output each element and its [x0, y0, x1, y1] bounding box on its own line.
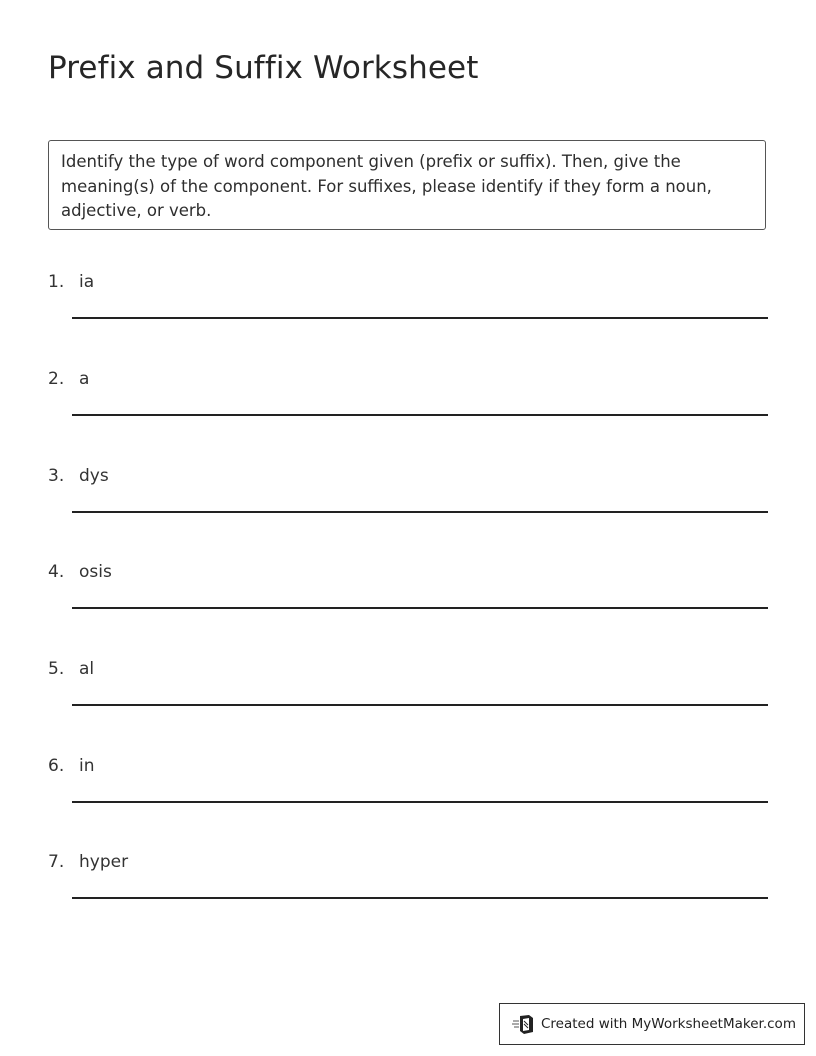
question-item — [48, 755, 768, 815]
question-item — [48, 271, 768, 331]
answer-line[interactable] — [72, 511, 768, 513]
footer-text: Created with MyWorksheetMaker.com — [541, 1016, 796, 1032]
question-term: in — [79, 756, 95, 776]
question-item — [48, 561, 768, 621]
question-term: dys — [79, 466, 109, 486]
question-number: 2. — [48, 369, 65, 389]
worksheet-maker-logo-icon — [512, 1013, 534, 1035]
answer-line[interactable] — [72, 801, 768, 803]
question-number: 7. — [48, 852, 65, 872]
question-term: hyper — [79, 852, 129, 872]
answer-line[interactable] — [72, 317, 768, 319]
question-term: osis — [79, 562, 112, 582]
question-item — [48, 658, 768, 718]
page-title: Prefix and Suffix Worksheet — [48, 50, 479, 86]
question-number: 1. — [48, 272, 65, 292]
question-item — [48, 368, 768, 428]
answer-line[interactable] — [72, 704, 768, 706]
answer-line[interactable] — [72, 897, 768, 899]
footer-credit[interactable] — [499, 1003, 805, 1045]
instructions-box: Identify the type of word component given (prefix or suffix). Then, give the meaning(s) of the component. For suffixes, please identify if they form a noun, adjective, or verb. — [48, 140, 766, 230]
question-item — [48, 851, 768, 911]
question-term: a — [79, 369, 90, 389]
question-number: 4. — [48, 562, 65, 582]
question-item — [48, 465, 768, 525]
question-term: ia — [79, 272, 95, 292]
question-number: 3. — [48, 466, 65, 486]
answer-line[interactable] — [72, 414, 768, 416]
question-term: al — [79, 659, 95, 679]
question-number: 5. — [48, 659, 65, 679]
question-number: 6. — [48, 756, 65, 776]
answer-line[interactable] — [72, 607, 768, 609]
